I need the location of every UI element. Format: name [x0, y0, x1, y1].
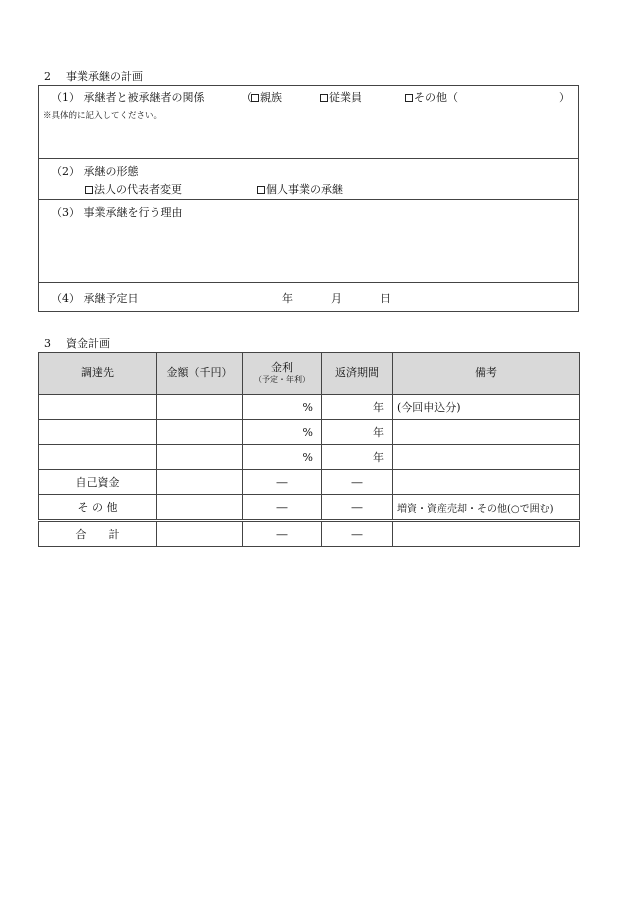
date-day-label: 日 — [380, 292, 391, 305]
cell-source: そ の 他 — [39, 495, 157, 521]
option-employee[interactable]: 従業員 — [320, 89, 362, 105]
cell-period[interactable]: 年 — [322, 445, 393, 470]
section3-title: 資金計画 — [66, 337, 110, 350]
scheduled-date-label: （4） 承継予定日 — [51, 292, 139, 305]
checkbox-icon[interactable] — [251, 94, 259, 102]
cell-source: 自己資金 — [39, 470, 157, 495]
funding-plan-table — [38, 352, 580, 547]
succession-form-row — [39, 159, 578, 200]
table-row — [39, 395, 580, 420]
section2-heading — [44, 68, 143, 84]
cell-amount[interactable] — [157, 395, 243, 420]
date-month-label: 月 — [331, 292, 342, 305]
cell-rate[interactable]: % — [243, 420, 322, 445]
checkbox-icon[interactable] — [85, 186, 93, 194]
checkbox-icon[interactable] — [257, 186, 265, 194]
cell-remarks[interactable] — [393, 521, 580, 547]
checkbox-icon[interactable] — [405, 94, 413, 102]
cell-amount[interactable] — [157, 495, 243, 521]
option-sole-proprietor-succession[interactable]: 個人事業の承継 — [257, 181, 343, 197]
cell-amount[interactable] — [157, 420, 243, 445]
cell-period: ― — [322, 495, 393, 521]
table-total-row — [39, 521, 580, 547]
relationship-row — [39, 86, 578, 159]
relationship-label: （1） 承継者と被承継者の関係 — [51, 91, 205, 104]
cell-remarks[interactable] — [393, 470, 580, 495]
relationship-note: ※具体的に記入してください。 — [43, 111, 163, 121]
cell-rate[interactable]: % — [243, 445, 322, 470]
header-rate-sub: （予定・年利） — [254, 375, 310, 385]
section3-heading — [44, 335, 110, 351]
reason-row — [39, 200, 578, 283]
cell-amount[interactable] — [157, 470, 243, 495]
checkbox-icon[interactable] — [320, 94, 328, 102]
cell-rate: ― — [243, 521, 322, 547]
header-period: 返済期間 — [322, 353, 393, 395]
table-row — [39, 420, 580, 445]
cell-period: ― — [322, 470, 393, 495]
cell-source[interactable] — [39, 395, 157, 420]
cell-rate[interactable]: % — [243, 395, 322, 420]
option-other[interactable]: その他（ — [405, 89, 458, 105]
date-year-label: 年 — [282, 292, 293, 305]
header-rate: 金利 （予定・年利） — [243, 353, 322, 395]
cell-period: ― — [322, 521, 393, 547]
cell-remarks[interactable] — [393, 420, 580, 445]
header-source: 調達先 — [39, 353, 157, 395]
table-row — [39, 495, 580, 521]
cell-amount[interactable] — [157, 521, 243, 547]
table-row — [39, 470, 580, 495]
cell-rate: ― — [243, 470, 322, 495]
cell-amount[interactable] — [157, 445, 243, 470]
cell-remarks[interactable] — [393, 445, 580, 470]
scheduled-date-row — [39, 283, 578, 311]
succession-form-label: （2） 承継の形態 — [51, 165, 139, 178]
section2-number: 2 — [44, 70, 51, 83]
cell-remarks[interactable]: (今回申込分) — [393, 395, 580, 420]
option-corporate-rep-change[interactable]: 法人の代表者変更 — [85, 181, 182, 197]
table-header-row — [39, 353, 580, 395]
relationship-close-paren: ） — [559, 91, 570, 104]
cell-rate: ― — [243, 495, 322, 521]
cell-source: 合 計 — [39, 521, 157, 547]
cell-source[interactable] — [39, 420, 157, 445]
cell-remarks[interactable]: 増資・資産売却・その他(○で囲む) — [393, 495, 580, 521]
cell-period[interactable]: 年 — [322, 395, 393, 420]
cell-source[interactable] — [39, 445, 157, 470]
header-remarks: 備考 — [393, 353, 580, 395]
relationship-open-paren: （ — [241, 91, 252, 104]
reason-label: （3） 事業承継を行う理由 — [51, 206, 183, 219]
section3-number: 3 — [44, 337, 51, 350]
header-amount: 金額（千円） — [157, 353, 243, 395]
cell-period[interactable]: 年 — [322, 420, 393, 445]
succession-plan-box — [38, 85, 579, 312]
table-row — [39, 445, 580, 470]
section2-title: 事業承継の計画 — [66, 70, 143, 83]
option-relative[interactable]: 親族 — [251, 89, 282, 105]
